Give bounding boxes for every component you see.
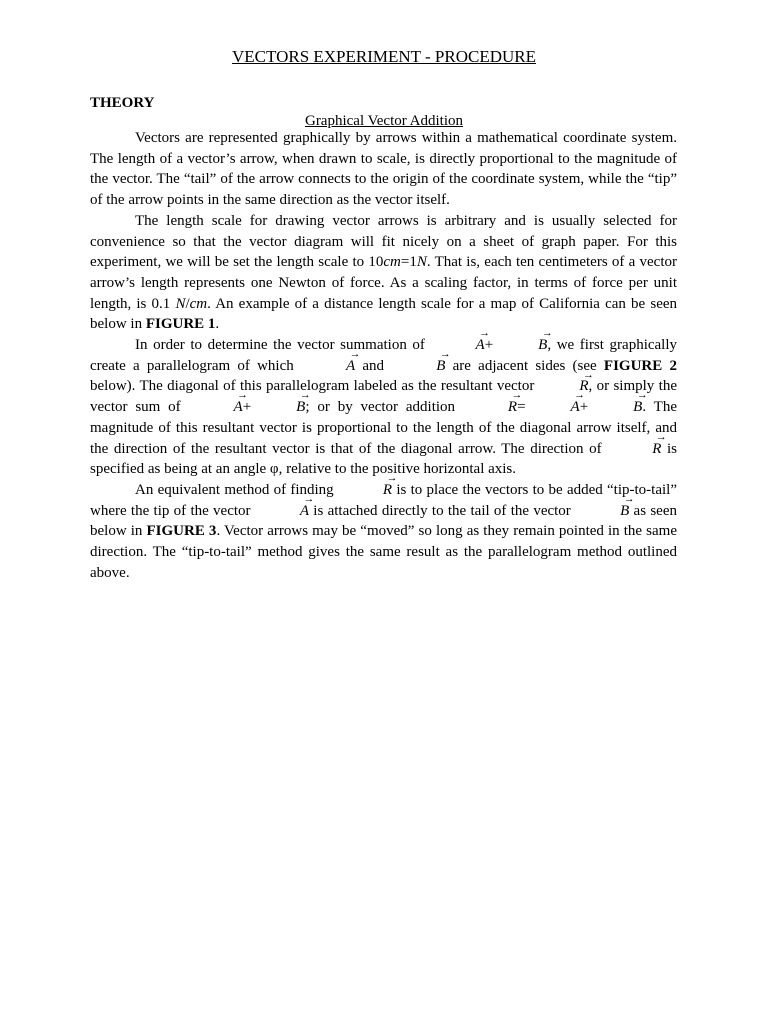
figure-3-ref: FIGURE 3 bbox=[146, 523, 217, 540]
paragraph-3 bbox=[90, 335, 677, 480]
p3-text-f: , or simply the vector sum of bbox=[90, 378, 677, 416]
paragraph-2 bbox=[90, 211, 677, 335]
p4-text-d: as seen below in bbox=[90, 502, 677, 540]
p3-text-h: . The magnitude of this resultant vector is proportional to the length of the diagonal arrow itself, and the direction of the resultant vector is that of the diagonal arrow. The direction of bbox=[90, 399, 677, 457]
scaling-factor-formula: 0.1 N/cm bbox=[151, 295, 208, 312]
section-heading: THEORY bbox=[90, 95, 155, 111]
vector-b-2: → B bbox=[575, 501, 629, 522]
p2-text-a: The length scale for drawing vector arrows is arbitrary and is usually selected for convenience so that the vector diagram will fit nicely on a sheet of graph paper. For this experiment, we will be set the length scale to bbox=[90, 212, 677, 271]
paragraph-4 bbox=[90, 480, 677, 584]
p4-text-b: is to place the vectors to be added “tip-to-tail” where the tip of the vector bbox=[90, 481, 677, 519]
p4-text-e: . Vector arrows may be “moved” so long as they remain pointed in the same direction. The “tip-to-tail” method gives the same result as the parallelogram method outlined above. bbox=[90, 523, 677, 581]
body-text bbox=[90, 128, 677, 583]
p4-text-c: is attached directly to the tail of the vector bbox=[309, 502, 576, 519]
vector-b: → B bbox=[391, 356, 445, 377]
paragraph-1 bbox=[90, 128, 677, 211]
vector-sum-formula-2: → A+→ B bbox=[189, 399, 306, 415]
figure-1-ref: FIGURE 1 bbox=[145, 316, 216, 333]
vector-a-2: → A bbox=[255, 501, 309, 522]
vector-a: → A bbox=[301, 356, 355, 377]
vector-r-2: → R bbox=[607, 439, 661, 460]
p2-text-b: . That is, each ten centimeters of a vector arrow’s length represents one Newton of force. As a scaling factor, in terms of force per unit length, is bbox=[90, 254, 677, 312]
p3-text-d: are adjacent sides (see bbox=[445, 357, 604, 374]
p3-text-e: below). The diagonal of this parallelogram labeled as the resultant vector bbox=[90, 378, 535, 395]
p4-text-a: An equivalent method of finding bbox=[135, 481, 338, 498]
vector-sum-formula: → A+→ B bbox=[431, 337, 548, 353]
length-scale-formula: 10cm=1N bbox=[368, 254, 427, 271]
p3-text-a: In order to determine the vector summation of bbox=[135, 337, 431, 354]
p1-text: Vectors are represented graphically by arrows within a mathematical coordinate system. The length of a vector’s arrow, when drawn to scale, is directly proportional to the magnitude of the vector. The “tail” of the arrow connects to the origin of the coordinate system, while the “tip” of the arrow points in the same direction as the vector itself. bbox=[90, 130, 677, 209]
resultant-formula: → R=→ A+→ B bbox=[463, 399, 642, 415]
p3-text-c: and bbox=[355, 357, 392, 374]
p2-text-c: . An example of a distance length scale for a map of California can be seen below in bbox=[90, 295, 678, 333]
p2-text-d: . bbox=[215, 316, 220, 333]
p3-text-i: is specified as being at an angle φ, relative to the positive horizontal axis. bbox=[90, 440, 677, 478]
p3-text-g: ; or by vector addition bbox=[305, 399, 463, 416]
vector-r: → R bbox=[534, 376, 588, 397]
figure-2-ref: FIGURE 2 bbox=[603, 357, 677, 374]
subheading: Graphical Vector Addition bbox=[304, 113, 464, 129]
p3-text-b: , we first graphically create a parallelogram of which bbox=[90, 337, 678, 374]
vector-r-3: → R bbox=[338, 480, 392, 501]
page-title: VECTORS EXPERIMENT - PROCEDURE bbox=[232, 47, 536, 66]
